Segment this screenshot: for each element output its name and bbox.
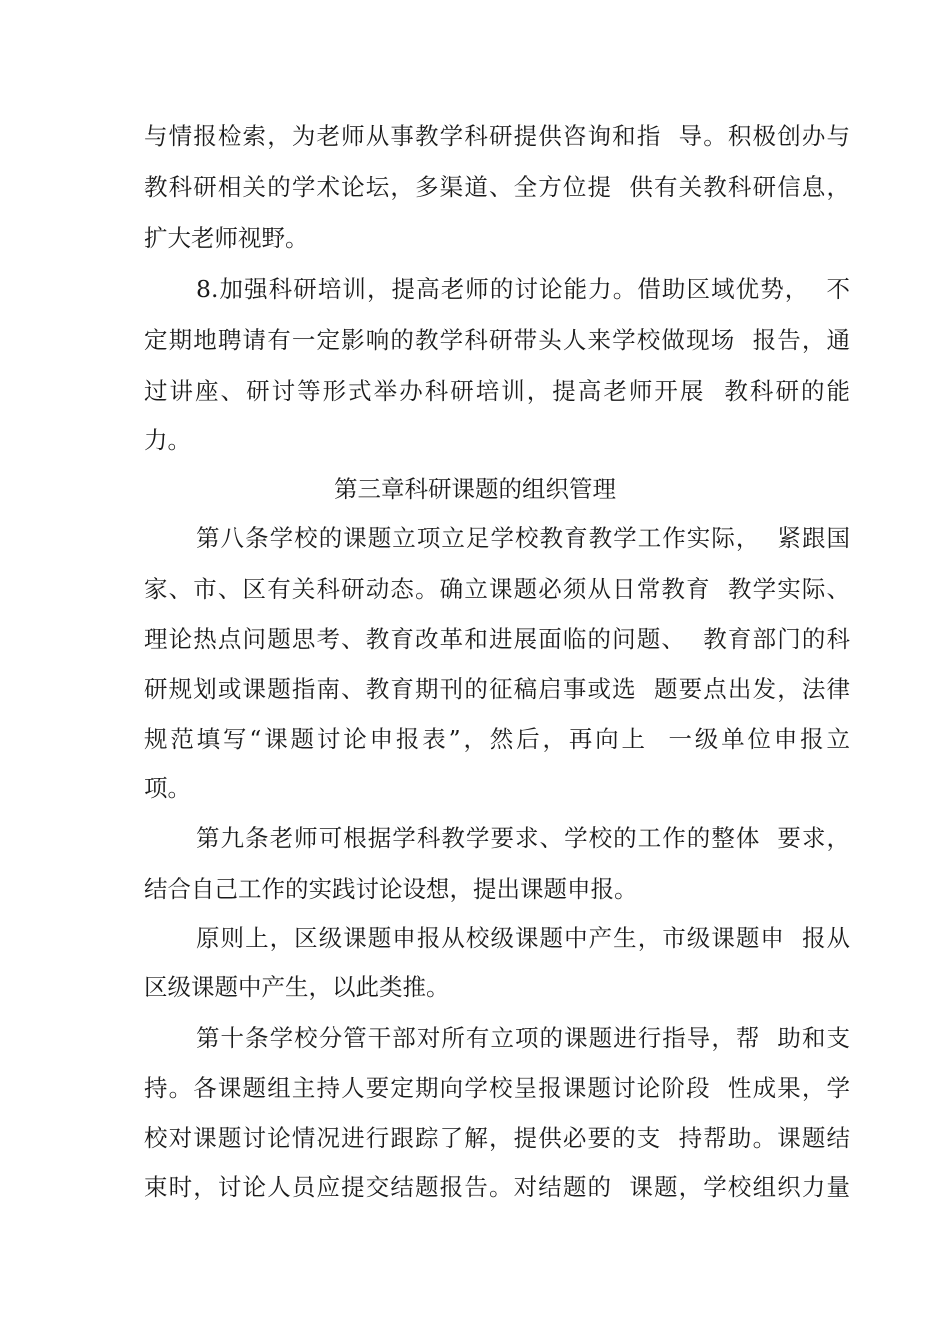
text-line: 定期地聘请有一定影响的教学科研带头人来学校做现场 报告，通	[144, 326, 850, 354]
text-line: 区级课题中产生，以此类推。	[144, 973, 450, 1001]
section-heading: 第三章科研课题的组织管理	[334, 475, 616, 503]
text-line: 束时，讨论人员应提交结题报告。对结题的 课题，学校组织力量	[144, 1173, 850, 1201]
text-line: 研规划或课题指南、教育期刊的征稿启事或选 题要点出发，法律	[144, 675, 850, 703]
text-line: 过讲座、研讨等形式举办科研培训，提高老师开展 教科研的能	[144, 377, 850, 405]
text-line: 规范填写“课题讨论申报表”，然后，再向上 一级单位申报立	[144, 725, 850, 753]
text-line: 8.加强科研培训，提高老师的讨论能力。借助区域优势， 不	[196, 275, 850, 303]
text-line: 原则上，区级课题申报从校级课题中产生，市级课题申 报从	[196, 924, 850, 952]
text-line: 项。	[144, 774, 191, 802]
text-line: 扩大老师视野。	[144, 224, 309, 252]
text-line: 家、市、区有关科研动态。确立课题必须从日常教育 教学实际、	[144, 575, 850, 603]
text-line: 持。各课题组主持人要定期向学校呈报课题讨论阶段 性成果，学	[144, 1074, 850, 1102]
text-line: 结合自己工作的实践讨论设想，提出课题申报。	[144, 875, 638, 903]
text-line: 与情报检索，为老师从事教学科研提供咨询和指 导。积极创办与	[144, 122, 850, 150]
text-line: 理论热点问题思考、教育改革和进展面临的问题、 教育部门的科	[144, 625, 850, 653]
text-line: 校对课题讨论情况进行跟踪了解，提供必要的支 持帮助。课题结	[144, 1124, 850, 1152]
text-line: 第八条学校的课题立项立足学校教育教学工作实际， 紧跟国	[196, 524, 850, 552]
text-line: 第十条学校分管干部对所有立项的课题进行指导，帮 助和支	[196, 1024, 850, 1052]
text-line: 力。	[144, 426, 191, 454]
text-line: 第九条老师可根据学科教学要求、学校的工作的整体 要求，	[196, 824, 850, 852]
text-line: 教科研相关的学术论坛，多渠道、全方位提 供有关教科研信息，	[144, 173, 850, 201]
